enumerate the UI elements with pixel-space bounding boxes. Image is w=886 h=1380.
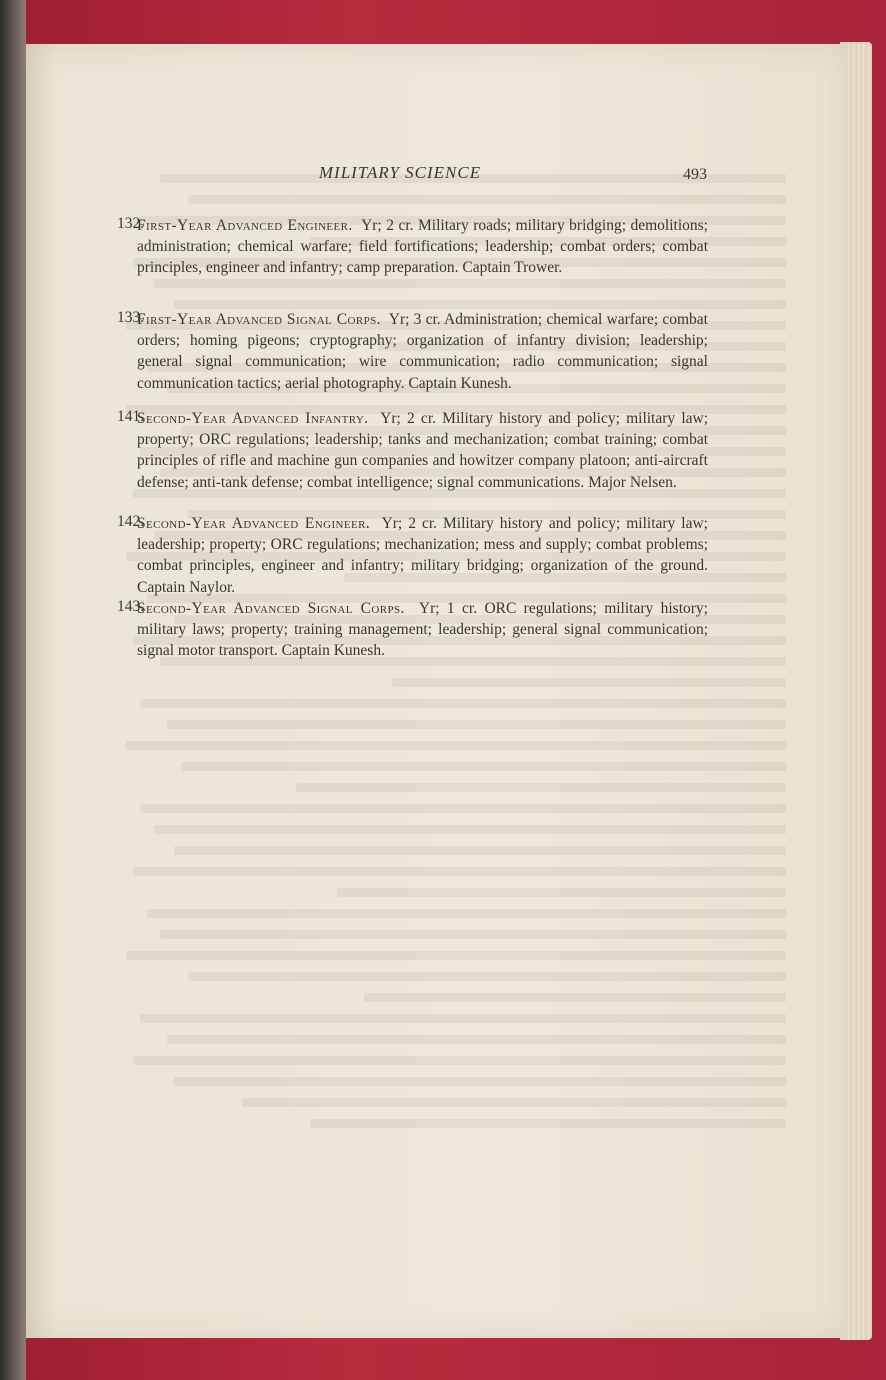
course-title: First-Year Advanced Engineer.: [137, 217, 353, 234]
page-number: 493: [683, 166, 707, 183]
course-body: Yr; 3 cr. Administration; chemical warfare; combat orders; homing pigeons; cryptography; organization of infantry division; leadership; general signal communication; wire communication; radio communication; signal communication tactics; aerial photography. Captain Kunesh.: [137, 311, 708, 392]
course-description: [137, 408, 708, 493]
running-head-title: MILITARY SCIENCE: [318, 163, 482, 182]
course-body: Yr; 2 cr. Military history and policy; military law; leadership; property; ORC regulations; mechanization; mess and supply; combat problems; combat principles, engineer and infantry; military bridging; organization of the ground. Captain Naylor.: [137, 515, 708, 596]
course-number: 133.: [117, 309, 145, 326]
course-body: Yr; 2 cr. Military roads; military bridging; demolitions; administration; chemical warfare; field fortifications; leadership; combat orders; combat principles, engineer and infantry; camp preparation. Captain Trower.: [137, 217, 708, 277]
course-title: First-Year Advanced Signal Corps.: [137, 311, 381, 328]
course-description: [137, 513, 708, 598]
course-title: Second-Year Advanced Signal Corps.: [137, 600, 405, 617]
course-title: Second-Year Advanced Engineer.: [137, 515, 371, 532]
course-number: 132.: [117, 215, 145, 232]
course-body: Yr; 1 cr. ORC regulations; military history; military laws; property; training management; leadership; general signal communication; signal motor transport. Captain Kunesh.: [137, 600, 708, 660]
course-number: 143.: [117, 598, 145, 615]
book-gutter: [0, 0, 26, 1380]
course-body: Yr; 2 cr. Military history and policy; military law; property; ORC regulations; leadership; tanks and mechanization; combat training; combat principles of rifle and machine gun companies and howitzer company platoon; anti-aircraft defense; anti-tank defense; combat intelligence; signal communications. Major Nelsen.: [137, 410, 708, 491]
course-title: Second-Year Advanced Infantry.: [137, 410, 369, 427]
course-description: [137, 215, 708, 279]
running-head: [0, 163, 886, 187]
course-number: 142.: [117, 513, 145, 530]
course-description: [137, 598, 708, 662]
course-number: 141.: [117, 408, 145, 425]
course-description: [137, 309, 708, 394]
